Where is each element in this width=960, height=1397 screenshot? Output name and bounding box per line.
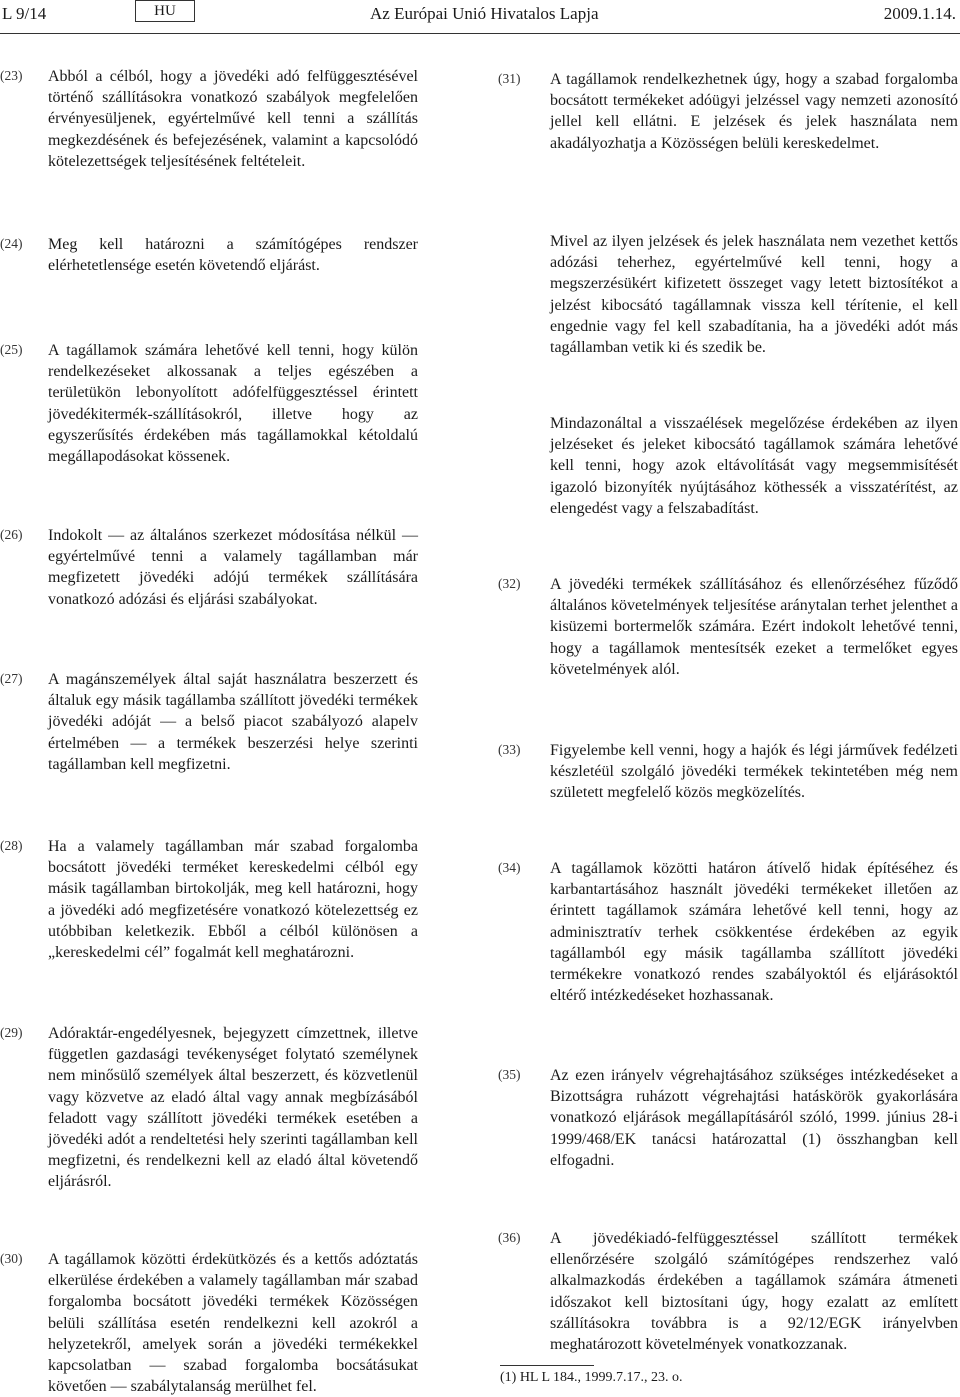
- recital-text: Adóraktár-engedélyesnek, bejegyzett címzettnek, illetve független gazdasági tevékenységet folytató személynek nem minősülő személyek által beszerzett, és közvetlenül vagy közvetve az eladó által vagy annak megbízásából feladott vagy szállított jövedéki termékek esetében a jövedéki adót a rendeltetési hely szerinti tagállamban kell megfizetni, és rendelkezni kell az eladó által követendő eljárásról.: [48, 1025, 418, 1191]
- recital-number: (33): [498, 742, 521, 757]
- recital-number: (32): [498, 576, 521, 591]
- recital-text: A tagállamok rendelkezhetnek úgy, hogy a szabad forgalomba bocsátott termékeket adóügyi jelzéssel vagy nemzeti azonosító jellel kell ellátni. E jelzések és jelek használata nem akadályozhatja a Közösségen belüli kereskedelmet.: [550, 71, 958, 152]
- recital-number: (29): [0, 1025, 23, 1040]
- recital-number: (27): [0, 671, 23, 686]
- recital-31-continuation-2: [498, 413, 958, 519]
- recital-number: (36): [498, 1230, 521, 1245]
- footnote: (1) HL L 184., 1999.7.17., 23. o.: [500, 1370, 683, 1385]
- language-badge: HU: [135, 0, 195, 22]
- recital-text: Ha a valamely tagállamban már szabad forgalomba bocsátott jövedéki terméket kereskedelmi célból egy másik tagállamban birtokolják, meg kell határozni, hogy a jövedéki adó megfizetésére vonatkozó kötelezettség ez utóbbiban keletkezik. Ebből a célból különösen a „kereskedelmi cél” fogalmát kell meghatározni.: [48, 838, 418, 962]
- recital-number: (23): [0, 68, 23, 83]
- recital-27: [0, 669, 418, 775]
- recital-23: [0, 66, 418, 172]
- recital-32: [498, 574, 958, 680]
- recital-number: (34): [498, 860, 521, 875]
- recital-33: [498, 740, 958, 804]
- recital-text: Az ezen irányelv végrehajtásához szükséges intézkedéseket a Bizottságra ruházott végrehajtási hatáskörök gyakorlására vonatkozó eljárások megállapításáról szóló, 1999. június 28-i 1999/468/EK tanácsi határozattal (1) összhangban kell elfogadni.: [550, 1067, 958, 1169]
- recital-text: Mivel az ilyen jelzések és jelek használata nem vezethet kettős adózási teherhez, egyértelművé kell tenni, hogy a megszerzésükért kifizetett összeget vagy letett biztosítékot a jelzést kibocsátó tagállamnak vissza kell térítenie, el kell engednie vagy fel kell szabadítania, ha a jövedéki adót más tagállamban vetik ki és szedik be.: [550, 233, 958, 357]
- recital-number: (26): [0, 527, 23, 542]
- recital-text: A tagállamok közötti érdekütközés és a kettős adóztatás elkerülése érdekében a valamely tagállamban már szabad forgalomba bocsátott jövedéki termékek Közösségen belüli szállítása esetén rendelkezni kell azokról a helyzetekről, amelyek során a jövedéki termékekkel kapcsolatban — szabad forgalomba bocsátásukat követően — szabálytalanság merülhet fel.: [48, 1251, 418, 1396]
- header-rule: [0, 33, 960, 34]
- recital-24: [0, 234, 418, 276]
- journal-title: Az Európai Unió Hivatalos Lapja: [370, 4, 599, 23]
- recital-28: [0, 836, 418, 963]
- recital-number: (28): [0, 838, 23, 853]
- page-reference: L 9/14: [2, 4, 47, 23]
- recital-31-continuation-1: [498, 231, 958, 358]
- recital-number: (31): [498, 71, 521, 86]
- recital-text: Indokolt — az általános szerkezet módosítása nélkül — egyértelművé tenni a valamely tagállamban már megfizetett jövedéki adójú termékek szállítására vonatkozó adózási és eljárási szabályokat.: [48, 527, 418, 608]
- footnote-rule: [500, 1365, 594, 1366]
- recital-text: Figyelembe kell venni, hogy a hajók és légi járművek fedélzeti készletéül szolgáló jövedéki termékek tekintetében még nem született megfelelő közös megközelítés.: [550, 742, 958, 802]
- recital-number: (35): [498, 1067, 521, 1082]
- page-header: [0, 0, 960, 28]
- recital-text: Abból a célból, hogy a jövedéki adó felfüggesztésével történő szállításokra vonatkozó szabályok megfelelően érvényesüljenek, egyértelművé kell tenni a szállítás megkezdésének és befejezésének, valamint a kapcsolódó kötelezettségek teljesítésének feltételeit.: [48, 68, 418, 170]
- recital-25: [0, 340, 418, 467]
- recital-text: A jövedékiadó-felfüggesztéssel szállított termékek ellenőrzésére szolgáló számítógépes rendszerhez való alkalmazkodás érdekében a tagállamok számára átmeneti időszakot kell biztosítani úgy, hogy ezalatt az említett szállításokra továbbra is a 92/12/EGK irányelvben meghatározott követelmények vonatkozzanak.: [550, 1230, 958, 1354]
- recital-26: [0, 525, 418, 610]
- recital-number: (24): [0, 236, 23, 251]
- recital-text: Mindazonáltal a visszaélések megelőzése érdekében az ilyen jelzéseket és jeleket kibocsátó tagállamok számára lehetővé kell tenni, hogy azok eltávolítását vagy megsemmisítését igazoló bizonyíték nyújtásához köthessék a visszatérítést, az elengedést vagy a felszabadítást.: [550, 415, 958, 517]
- recital-36: [498, 1228, 958, 1355]
- recital-34: [498, 858, 958, 1006]
- recital-text: A tagállamok számára lehetővé kell tenni, hogy külön rendelkezéseket alkossanak a teljes egészében a területükön lebonyolított adófelfüggesztéssel érintett jövedékitermék-szállításokról, illetve hogy az egyszerűsítés érdekében más tagállamokkal kétoldalú megállapodásokat kössenek.: [48, 342, 418, 466]
- recital-29: [0, 1023, 418, 1193]
- recital-text: Meg kell határozni a számítógépes rendszer elérhetetlensége esetén követendő eljárást.: [48, 236, 418, 275]
- recital-text: A jövedéki termékek szállításához és ellenőrzéséhez fűződő általános követelmények teljesítése aránytalan terhet jelenthet a kisüzemi bortermelők számára. Ezért indokolt lehetővé tenni, hogy a tagállamok mentesítsék ezeket a termelőket egyes követelmények alól.: [550, 576, 958, 678]
- recital-text: A magánszemélyek által saját használatra beszerzett és általuk egy másik tagállamba szállított jövedéki termékek jövedéki adóját — a belső piacot szabályozó alapelv értelmében — a termékek beszerzési helye szerinti tagállamban kell megfizetni.: [48, 671, 418, 773]
- recital-30: [0, 1249, 418, 1397]
- recital-31: [498, 69, 958, 154]
- recital-number: (25): [0, 342, 23, 357]
- recital-35: [498, 1065, 958, 1171]
- recital-text: A tagállamok közötti határon átívelő hidak építéséhez és karbantartásához használt jövedéki termékeket illetően az érintett tagállamok számára lehetővé kell tenni, hogy az adminisztratív terhek csökkentése érdekében az egyik tagállamból egy másik tagállamba szállított jövedéki termékekre vonatkozó rendes szabályoktól és eljárásoktól eltérő intézkedéseket hozhassanak.: [550, 860, 958, 1005]
- publication-date: 2009.1.14.: [883, 4, 956, 23]
- recital-number: (30): [0, 1251, 23, 1266]
